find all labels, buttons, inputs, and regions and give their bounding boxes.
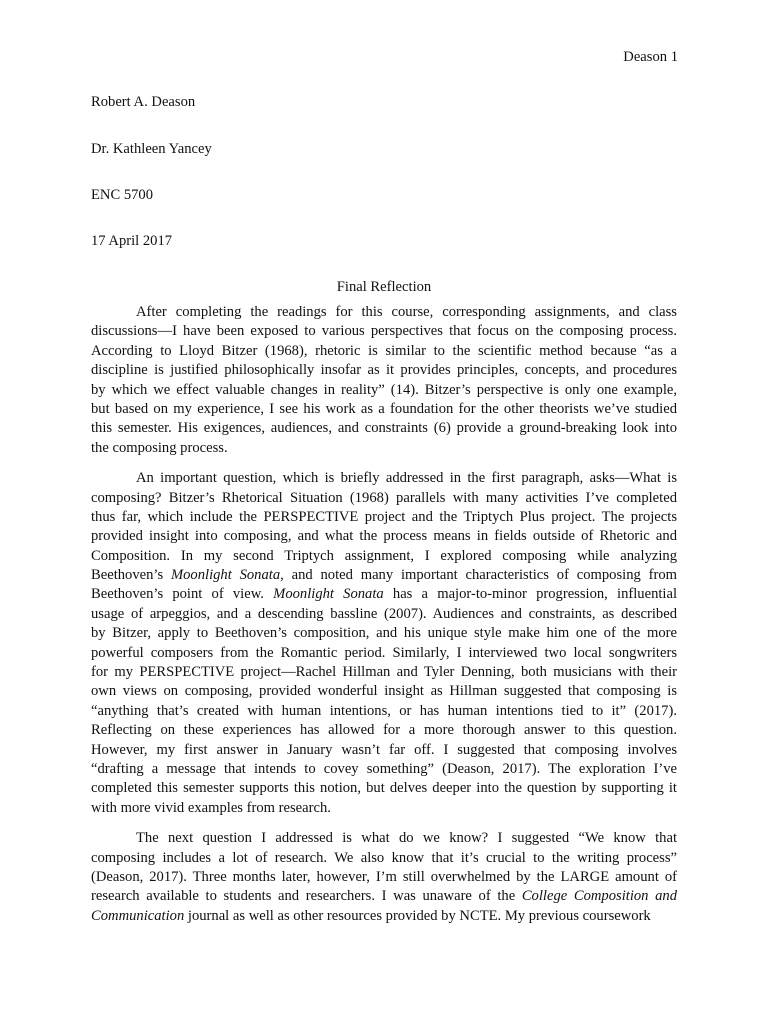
paragraph-line: Reflecting on these experiences has allowed for a more thorough answer to this question. bbox=[91, 722, 677, 739]
paragraph-line: An important question, which is briefly addressed in the first paragraph, asks—What is bbox=[136, 470, 677, 487]
paragraph-line: The next question I addressed is what do we know? I suggested “We know that bbox=[136, 830, 677, 847]
body-paragraph bbox=[91, 829, 677, 926]
paragraph-line: Communication journal as well as other resources provided by NCTE. My previous coursework bbox=[91, 907, 651, 924]
paragraph-line: After completing the readings for this course, corresponding assignments, and class bbox=[136, 304, 677, 320]
instructor-name: Dr. Kathleen Yancey bbox=[91, 141, 212, 157]
paragraph-line: the composing process. bbox=[91, 439, 228, 456]
paragraph-line: According to Lloyd Bitzer (1968), rhetoric is similar to the scientific method because “as a bbox=[91, 342, 677, 359]
paragraph-line: composing includes a lot of research. We also know that it’s crucial to the writing process” bbox=[91, 849, 677, 866]
paragraph-line: powerful composers from the Romantic period. Similarly, I interviewed two local songwriters bbox=[91, 644, 677, 661]
document-title: Final Reflection bbox=[336, 279, 432, 295]
paragraph-line: “anything that’s created with human intentions, or has human intentions tied to it” (2017). bbox=[91, 702, 677, 719]
paragraph-line: (Deason, 2017). Three months later, however, I’m still overwhelmed by the LARGE amount of bbox=[91, 868, 677, 885]
paragraph-line: own views on composing, provided wonderful insight as Hillman suggested that composing is bbox=[91, 683, 677, 700]
essay-body bbox=[91, 303, 677, 937]
paragraph-line: thus far, which include the PERSPECTIVE project and the Triptych Plus project. The projects bbox=[91, 508, 677, 525]
course-code: ENC 5700 bbox=[91, 187, 154, 203]
paragraph-line: by which we effect valuable changes in reality” (14). Bitzer’s perspective is only one example, bbox=[91, 381, 677, 398]
paragraph-line: for my PERSPECTIVE project—Rachel Hillman and Tyler Denning, both musicians with their bbox=[91, 664, 677, 681]
paragraph-line: with more vivid examples from research. bbox=[91, 799, 331, 816]
running-head: Deason 1 bbox=[623, 49, 678, 65]
paragraph-line: discussions—I have been exposed to various perspectives that focus on the composing process. bbox=[91, 323, 677, 340]
paragraph-line: discipline is justified philosophically insofar as it provides principles, concepts, and procedures bbox=[91, 362, 677, 379]
paragraph-line: this semester. His exigences, audiences, and constraints (6) provide a ground-breaking look into bbox=[91, 420, 677, 437]
paragraph-line: but based on my experience, I see his work as a foundation for the other theorists we’ve studied bbox=[91, 400, 677, 417]
paragraph-line: Beethoven’s point of view. Moonlight Sonata has a major-to-minor progression, influential bbox=[91, 586, 677, 603]
paragraph-line: However, my first answer in January wasn’t far off. I suggested that composing involves bbox=[91, 741, 677, 758]
paragraph-line: research available to students and researchers. I was unaware of the College Composition and bbox=[91, 888, 677, 905]
body-paragraph bbox=[91, 303, 677, 458]
paragraph-line: Beethoven’s Moonlight Sonata, and noted many important characteristics of composing from bbox=[91, 567, 677, 584]
paragraph-line: by Bitzer, apply to Beethoven’s composition, and his unique style make him one of the more bbox=[91, 625, 677, 642]
author-name: Robert A. Deason bbox=[91, 94, 196, 110]
document-date: 17 April 2017 bbox=[91, 233, 173, 249]
paragraph-line: completed this semester supports this notion, but delves deeper into the question by supporting it bbox=[91, 780, 677, 797]
paragraph-line: usage of arpeggios, and a descending bassline (2007). Audiences and constraints, as described bbox=[91, 605, 677, 622]
paragraph-line: composing? Bitzer’s Rhetorical Situation (1968) parallels with many activities I’ve completed bbox=[91, 489, 677, 506]
paragraph-line: “drafting a message that intends to covey something” (Deason, 2017). The exploration I’ve bbox=[91, 760, 677, 777]
paragraph-line: Composition. In my second Triptych assignment, I explored composing while analyzing bbox=[91, 547, 677, 564]
body-paragraph bbox=[91, 469, 677, 818]
paragraph-line: provided insight into composing, and what the process means in fields outside of Rhetoric and bbox=[91, 528, 677, 545]
